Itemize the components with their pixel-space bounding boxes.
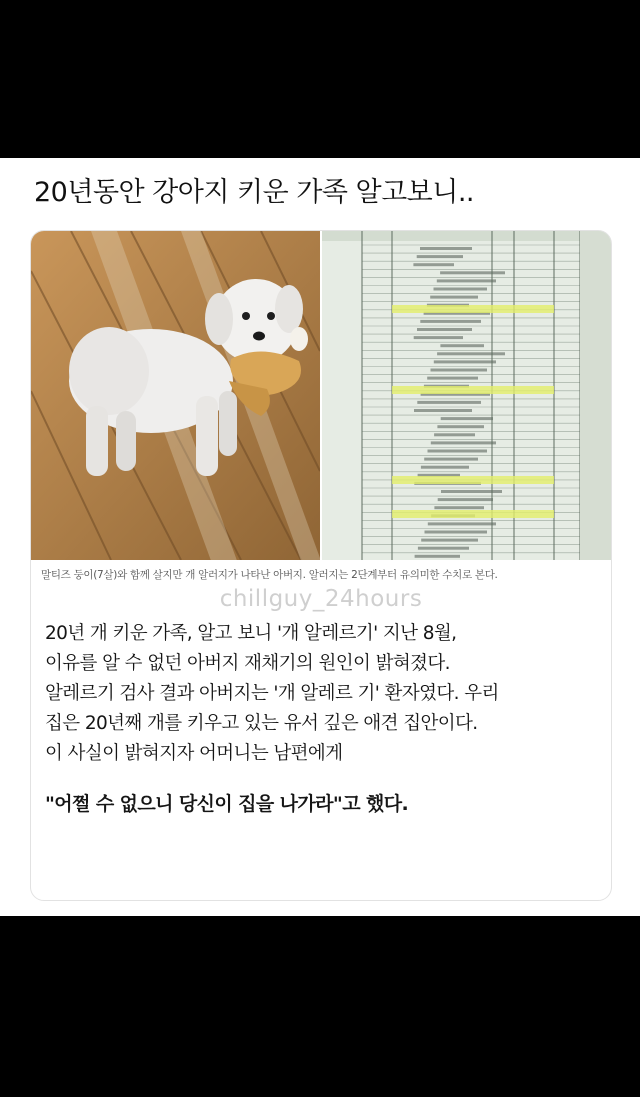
- allergy-test-table-photo: [322, 231, 611, 560]
- article-card[interactable]: [30, 230, 612, 901]
- post-headline: 20년동안 강아지 키운 가족 알고보니..: [34, 177, 474, 208]
- article-body: [45, 619, 603, 819]
- post-panel: [0, 158, 640, 916]
- dog-illustration: [31, 231, 320, 560]
- photo-caption: 말티즈 둥이(7살)와 함께 살지만 개 알러지가 나타난 아버지. 알러지는 2단계부터 유의미한 수치로 본다.: [41, 569, 498, 581]
- dog-photo: [31, 231, 320, 560]
- body-line: 20년 개 키운 가족, 알고 보니 '개 알레르기' 지난 8월,: [45, 623, 457, 644]
- watermark: chillguy_24hours: [219, 586, 423, 612]
- allergy-table-illustration: [322, 231, 611, 560]
- quote-line: "어쩔 수 없으니 당신이 집을 나가라"고 했다.: [45, 793, 409, 815]
- body-line: 알레르기 검사 결과 아버지는 '개 알레르 기' 환자였다. 우리: [45, 683, 499, 704]
- body-line: 이유를 알 수 없던 아버지 재채기의 원인이 밝혀졌다.: [45, 653, 450, 674]
- article-photos: [31, 231, 611, 560]
- body-line: 이 사실이 밝혀지자 어머니는 남편에게: [45, 743, 343, 764]
- body-line: 집은 20년째 개를 키우고 있는 유서 깊은 애견 집안이다.: [45, 713, 478, 734]
